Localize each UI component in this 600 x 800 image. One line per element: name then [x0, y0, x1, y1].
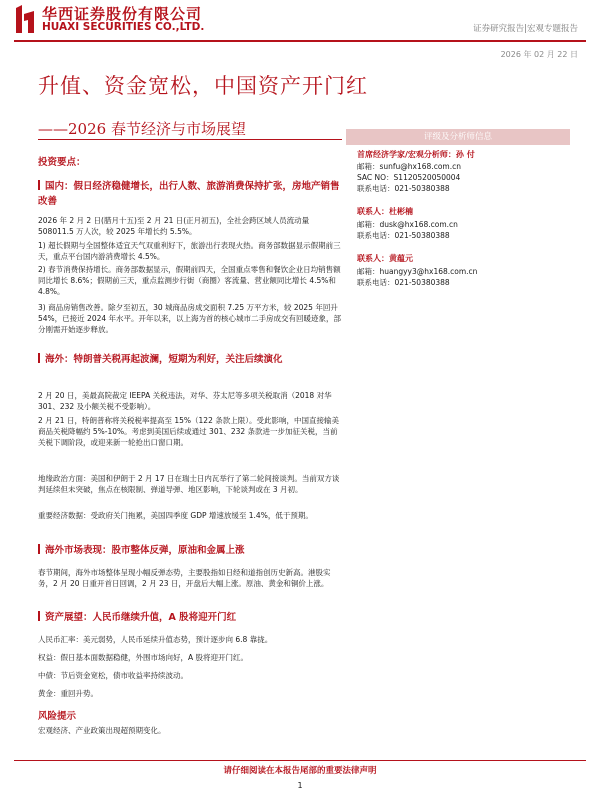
section-overseas-title: 海外：特朗普关税再起波澜，短期为利好，关注后续演化 [38, 352, 348, 367]
paragraph: 宏观经济、产业政策出现超预期变化。 [38, 726, 166, 735]
paragraph: 权益：假日基本面数据稳健，外围市场向好，A 股将迎开门红。 [38, 653, 249, 662]
report-subtitle: ——2026 春节经济与市场展望 [38, 120, 246, 138]
section-market-title: 海外市场表现：股市整体反弹，原油和金属上涨 [38, 543, 348, 558]
footer-divider [14, 760, 586, 761]
analyst-info-header: 评级及分析师信息 [346, 129, 570, 145]
section-marker-icon [38, 544, 40, 554]
contact-phone: 联系电话：021-50380388 [357, 231, 450, 240]
page-number: 1 [297, 781, 303, 790]
paragraph: 地缘政治方面：美国和伊朗于 2 月 17 日在瑞士日内瓦举行了第二轮间接谈判。当前双方谈判延续但未突破，焦点在核限制、弹道导弹、地区影响，下轮谈判或在 3 月初。 [38, 474, 340, 495]
report-type: 证券研究报告|宏观专题报告 [473, 24, 578, 34]
subtitle-underline [38, 139, 342, 140]
contact-email[interactable]: 邮箱：huangyy3@hx168.com.cn [357, 267, 478, 276]
company-name-cn: 华西证券股份有限公司 [42, 5, 203, 23]
contact-name: 联系人：杜彬楠 [357, 207, 413, 216]
paragraph: 春节期间，海外市场整体呈现小幅反弹态势，主要股指如日经和道指创历史新高。港股实务，2 月 20 日重开首日回调，2 月 23 日，开盘后大幅上涨。原油、黄金和铜价上涨。 [38, 568, 331, 589]
section-domestic-title: 国内：假日经济稳健增长，出行人数、旅游消费保持扩张，房地产销售改善 [38, 181, 340, 207]
section-marker-icon [38, 353, 40, 363]
report-date: 2026 年 02 月 22 日 [500, 50, 578, 59]
huaxi-logo-icon [14, 4, 36, 34]
section-marker-icon [38, 611, 40, 621]
risk-heading: 风险提示 [38, 711, 77, 722]
invest-points-heading: 投资要点： [38, 157, 86, 168]
paragraph: 2 月 21 日，特朗普称将关税税率提高至 15%（122 条款上限）。受此影响，中国直接输美商品关税降幅约 5%-10%。考虑到美国后续或通过 301、232 条款进一步加征关税，当前关税下调阶段，或迎来新一轮抢出口窗口期。 [38, 416, 339, 448]
paragraph: 黄金：重回升势。 [38, 689, 98, 698]
analyst-phone: 联系电话：021-50380388 [357, 184, 450, 193]
company-name-en: HUAXI SECURITIES CO.,LTD. [42, 21, 205, 33]
report-title: 升值、资金宽松，中国资产开门红 [38, 74, 368, 98]
paragraph: 2) 春节消费保持增长。商务部数据显示，假期前四天，全国重点零售和餐饮企业日均销售额同比增长 8.6%；假期前三天，重点监测步行街（商圈）客流量、营业额同比增长 4.5%和 4.8%。 [38, 265, 341, 297]
legal-notice: 请仔细阅读在本报告尾部的重要法律声明 [223, 766, 377, 776]
analyst-name: 首席经济学家/宏观分析师：孙 付 [357, 150, 475, 159]
paragraph: 2 月 20 日，美最高院裁定 IEEPA 关税违法，对华、芬太尼等多项关税取消（2018 对华 301、232 及小额关税不受影响）。 [38, 391, 332, 412]
contact-email[interactable]: 邮箱：dusk@hx168.com.cn [357, 220, 458, 229]
paragraph: 3) 商品房销售改善。除夕至初五，30 城商品房成交面积 7.25 万平方米，较 2025 年回升 54%，已接近 2024 年水平。开年以来，以上海为首的核心城市二手房成交有回暖迹象，部分刚需开始逐步释放。 [38, 303, 342, 335]
analyst-email[interactable]: 邮箱：sunfu@hx168.com.cn [357, 162, 461, 171]
paragraph: 重要经济数据：受政府关门拖累，美国四季度 GDP 增速放缓至 1.4%，低于预期。 [38, 511, 313, 520]
paragraph: 1) 超长假期与全国整体适宜天气双重利好下，旅游出行表现火热。商务部数据显示假期前三天，重点平台国内游消费增长 4.5%。 [38, 241, 341, 262]
paragraph: 中债：节后资金宽松，债市收益率持续波动。 [38, 671, 188, 680]
analyst-sac: SAC NO：S1120520050004 [357, 173, 461, 182]
paragraph: 人民币汇率：美元弱势，人民币延续升值态势，预计逐步向 6.8 靠拢。 [38, 635, 273, 644]
header-divider [14, 40, 586, 42]
contact-name: 联系人：黄蕴元 [357, 254, 413, 263]
section-marker-icon [38, 180, 40, 190]
section-outlook-title: 资产展望：人民币继续升值，A 股将迎开门红 [38, 610, 348, 625]
paragraph: 2026 年 2 月 2 日(腊月十五)至 2 月 21 日(正月初五)，全社会跨区域人员流动量 508011.5 万人次，较 2025 年增长约 5.5%。 [38, 216, 310, 237]
contact-phone: 联系电话：021-50380388 [357, 278, 450, 287]
